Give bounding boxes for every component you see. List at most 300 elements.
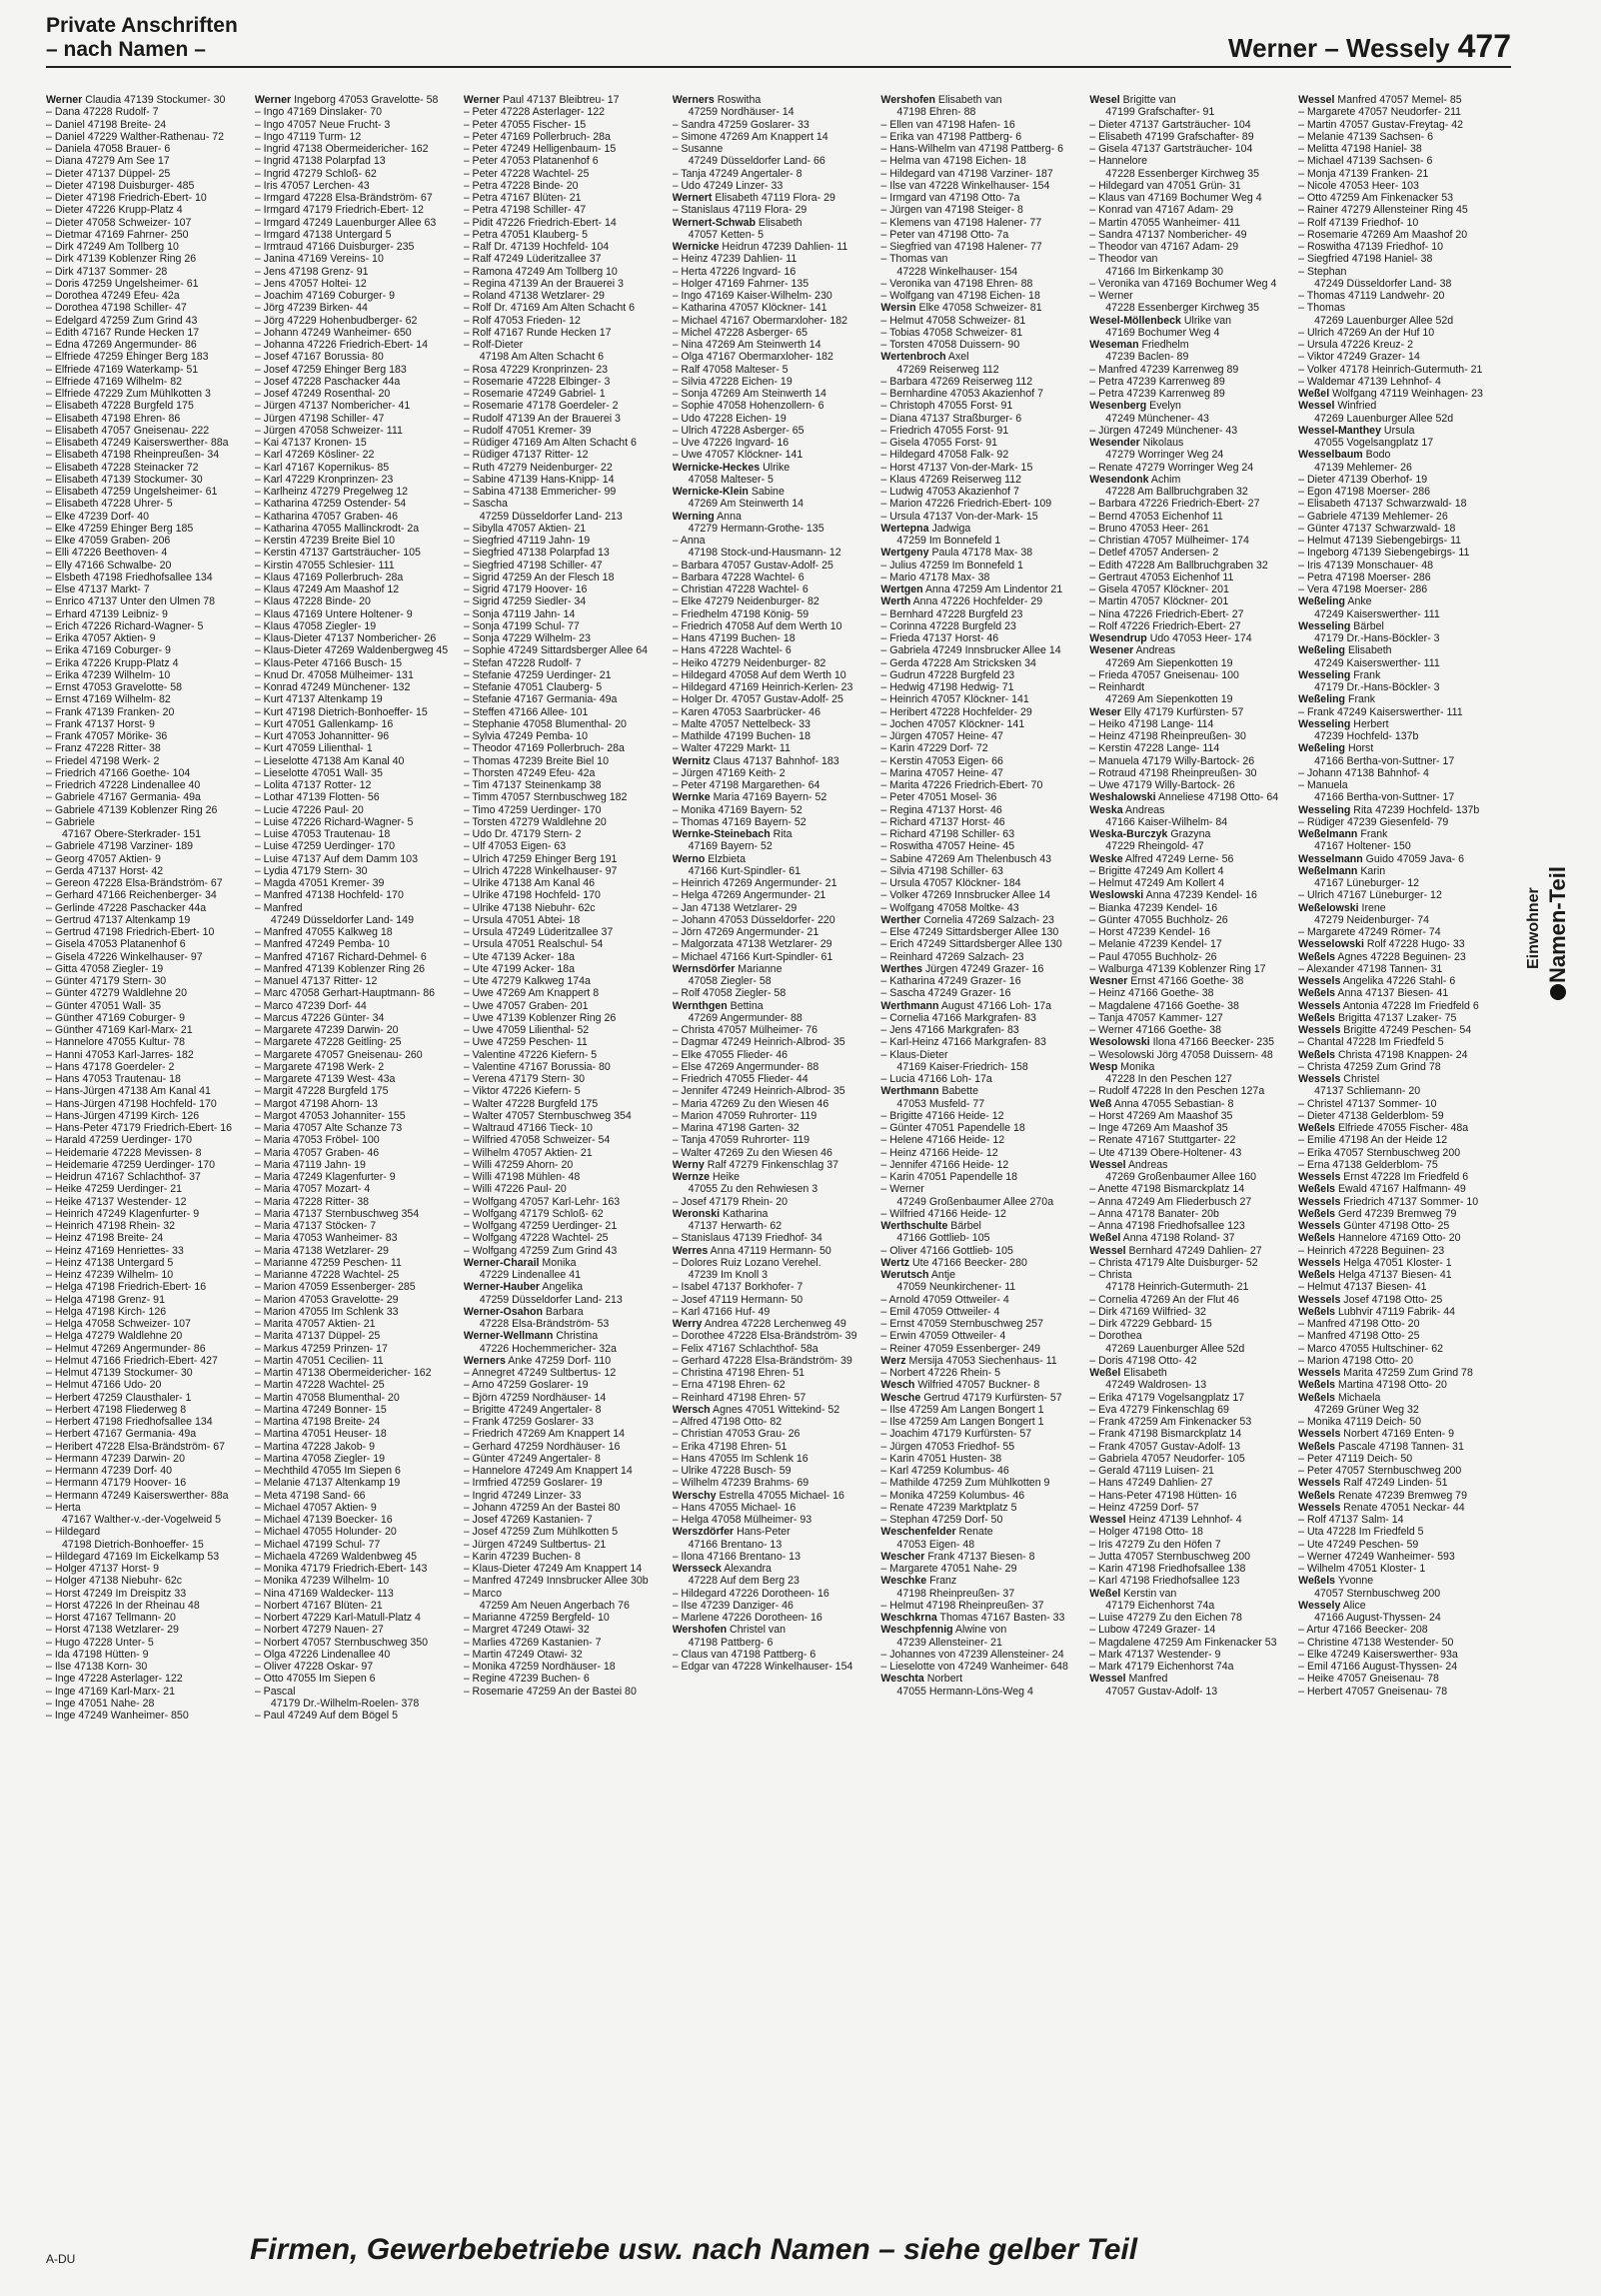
entry-text: – Udo 47249 Linzer- 33 [672, 179, 784, 192]
entry-text: – Norbert 47279 Nauen- 27 [254, 1624, 384, 1637]
surname: Wernitz [672, 754, 711, 767]
directory-entry [1298, 865, 1497, 877]
entry-text: 47228 Auf dem Berg 23 [688, 1575, 800, 1588]
directory-entry [255, 1404, 454, 1416]
entry-text: – Inge 47228 Asterlager- 122 [46, 1673, 183, 1686]
directory-entry [1298, 669, 1497, 681]
directory-entry [255, 1269, 454, 1281]
surname: Weßels [1298, 1440, 1336, 1453]
directory-entry [1089, 1085, 1288, 1097]
surname: Wesenberg [1089, 400, 1147, 413]
directory-entry [464, 767, 663, 779]
directory-entry [880, 1281, 1079, 1293]
entry-text: Antonia 47228 Im Friedfeld 6 [1340, 999, 1479, 1012]
surname: Werthschulte [880, 1220, 948, 1232]
entry-text: – Heiko 47198 Lange- 114 [1089, 717, 1214, 730]
entry-text: – Jennifer 47249 Heinrich-Albrod- 35 [672, 1085, 845, 1098]
entry-text: Nikolaus [1139, 437, 1184, 449]
directory-entry [255, 351, 454, 363]
entry-text: – Heinz 47166 Goethe- 38 [1089, 987, 1214, 1000]
surname: Wertenbroch [880, 351, 946, 364]
entry-text: – Uwe 47179 Willy-Bartock- 26 [1089, 779, 1235, 791]
entry-text: – Norbert 47167 Blüten- 21 [254, 1599, 383, 1612]
entry-text: – Elfriede 47229 Zum Mühlkotten 3 [46, 388, 211, 400]
directory-entry [880, 290, 1079, 302]
entry-text: – Jürgen 47057 Heine- 47 [880, 730, 1003, 742]
directory-entry [464, 1343, 663, 1355]
entry-text: 47166 Gottlieb- 105 [896, 1232, 990, 1245]
directory-entry [464, 657, 663, 669]
entry-text: 47279 Worringer Weg 24 [1105, 449, 1224, 462]
directory-entry [255, 1220, 454, 1232]
entry-text: – Manfred 47198 Otto- 25 [1298, 1330, 1420, 1343]
directory-entry [255, 302, 454, 314]
entry-text: – Daniel 47229 Walther-Rathenau- 72 [46, 130, 225, 143]
directory-entry [1089, 376, 1288, 388]
entry-text: – Erich 47249 Sittardsberger Allee 130 [880, 938, 1062, 951]
directory-entry [46, 1220, 245, 1232]
directory-entry [1089, 217, 1288, 229]
directory-entry [46, 706, 245, 718]
entry-text: – Doris 47259 Ungelsheimer- 61 [46, 277, 199, 290]
entry-text: Elisabeth van [934, 94, 1002, 106]
directory-entry [880, 1183, 1079, 1195]
directory-entry [46, 608, 245, 620]
directory-entry [1089, 1588, 1288, 1600]
entry-text: – Martina 47058 Ziegler- 19 [254, 1452, 385, 1465]
entry-text: – Emilie 47198 An der Heide 12 [1298, 1134, 1448, 1147]
directory-entry [673, 1318, 871, 1330]
entry-text: – Werner [880, 1183, 924, 1196]
entry-text: 47198 Dietrich-Bonhoeffer- 15 [62, 1538, 204, 1551]
entry-text: – Michael 47055 Holunder- 20 [254, 1526, 397, 1539]
directory-entry [255, 742, 454, 754]
directory-entry [1298, 1122, 1497, 1134]
directory-entry [255, 1379, 454, 1391]
entry-text: – Heinrich 47198 Rhein- 32 [46, 1220, 175, 1232]
entry-text: Renate 47051 Neckar- 44 [1340, 1501, 1465, 1514]
directory-entry [673, 1061, 871, 1073]
entry-text: – Kurt 47053 Johannitter- 96 [254, 730, 390, 742]
entry-text: – Stephan 47259 Dorf- 50 [880, 1514, 1003, 1526]
surname: Werutsch [880, 1269, 929, 1281]
entry-text: – Dorothee 47228 Elsa-Brändström- 39 [672, 1330, 857, 1343]
directory-entry [1089, 229, 1288, 241]
entry-text: 47269 Am Siepenkotten 19 [1105, 693, 1233, 706]
directory-entry [1298, 1318, 1497, 1330]
directory-entry [255, 1551, 454, 1563]
entry-text: – Jürgen 47058 Schweizer- 111 [254, 424, 403, 437]
entry-text: Michaela [1335, 1391, 1381, 1404]
directory-entry [1089, 1453, 1288, 1465]
directory-entry [46, 1049, 245, 1061]
directory-entry [255, 1000, 454, 1012]
directory-entry [464, 730, 663, 742]
entry-text: – Frank 47057 Gustav-Adolf- 13 [1089, 1440, 1241, 1453]
directory-entry [255, 877, 454, 889]
entry-text: – Bianka 47239 Kendel- 16 [1089, 901, 1218, 914]
entry-text: Guido 47059 Java- 6 [1362, 852, 1465, 865]
directory-entry [1089, 351, 1288, 363]
entry-text: – Arnold 47059 Ottweiler- 4 [880, 1293, 1009, 1306]
directory-entry [673, 474, 871, 486]
directory-entry [1089, 1355, 1288, 1367]
entry-text: 47053 Musfeld- 77 [896, 1097, 985, 1110]
directory-entry [46, 1294, 245, 1306]
directory-entry [46, 1171, 245, 1183]
directory-entry [880, 425, 1079, 437]
directory-entry [46, 1183, 245, 1195]
surname: Werther [880, 913, 921, 926]
directory-entry [46, 180, 245, 192]
surname: Werner [46, 94, 83, 106]
directory-entry [255, 926, 454, 938]
surname: Weßelowski [1298, 901, 1359, 914]
directory-entry [46, 1392, 245, 1404]
directory-entry [673, 1343, 871, 1355]
entry-text: – Marco 47239 Dorf- 44 [254, 999, 367, 1012]
directory-entry [1298, 1551, 1497, 1563]
directory-entry [46, 742, 245, 754]
directory-entry [255, 155, 454, 167]
entry-text: – Ramona 47249 Am Tollberg 10 [463, 265, 618, 278]
directory-entry [46, 119, 245, 131]
directory-entry [1089, 1379, 1288, 1391]
entry-text: – Melanie 47139 Sachsen- 6 [1298, 130, 1434, 143]
entry-text: – Melanie 47239 Kendel- 17 [1089, 938, 1222, 951]
directory-entry [673, 241, 871, 253]
surname: Weska-Burczyk [1089, 828, 1168, 840]
directory-entry [255, 693, 454, 705]
directory-entry [673, 1514, 871, 1526]
entry-text: – Eva 47279 Finkenschlag 69 [1089, 1403, 1229, 1416]
entry-text: Bärbel [947, 1220, 981, 1232]
entry-text: – Holger 47137 Horst- 9 [46, 1563, 160, 1575]
directory-entry [1298, 938, 1497, 950]
entry-text: Herbert [1350, 717, 1389, 730]
surname: Wersseck [672, 1563, 722, 1575]
entry-text: – Stefan 47228 Rudolf- 7 [463, 656, 582, 669]
directory-entry [1298, 351, 1497, 363]
entry-text: – Dieter 47198 Duisburger- 485 [46, 179, 195, 192]
entry-text: – Gerhard 47259 Nordhäuser- 16 [463, 1440, 621, 1453]
entry-text: – Heinz 47138 Untergard 5 [46, 1256, 174, 1269]
directory-entry [255, 1085, 454, 1097]
entry-text: – Willi 47226 Paul- 20 [463, 1183, 567, 1196]
entry-text: – Jürgen 47249 Sultbertus- 21 [463, 1538, 607, 1551]
directory-entry [255, 192, 454, 204]
entry-text: – Bruno 47053 Heer- 261 [1089, 522, 1209, 535]
directory-entry [464, 816, 663, 828]
entry-text: – Petra 47228 Binde- 20 [463, 179, 579, 192]
entry-text: – Sascha 47249 Grazer- 16 [880, 987, 1011, 1000]
entry-text: – Theodor van [1089, 253, 1158, 266]
directory-entry [46, 828, 245, 840]
directory-entry [255, 595, 454, 607]
entry-text: – Margarete 47057 Neudorfer- 211 [1298, 106, 1462, 119]
directory-entry [46, 914, 245, 926]
surname: Wertepna [880, 522, 929, 535]
entry-text: – Brigitte 47166 Heide- 12 [880, 1109, 1004, 1122]
directory-entry [1298, 706, 1497, 718]
entry-text: – Rosemarie 47249 Gabriel- 1 [463, 388, 606, 400]
directory-entry [464, 595, 663, 607]
directory-entry [464, 131, 663, 143]
entry-text: – Dieter 47226 Krupp-Platz 4 [46, 204, 183, 217]
entry-text: 47169 Bochumer Weg 4 [1105, 326, 1220, 339]
directory-entry [1298, 963, 1497, 975]
entry-text: Renate 47239 Bremweg 79 [1335, 1489, 1467, 1502]
entry-text: Manfred [1125, 1673, 1168, 1686]
directory-entry [673, 180, 871, 192]
directory-entry [673, 1257, 871, 1269]
directory-entry [464, 364, 663, 376]
entry-text: – Erika 47057 Sternbuschweg 200 [1298, 1146, 1461, 1159]
directory-entry [673, 229, 871, 241]
directory-entry [46, 1098, 245, 1110]
directory-entry [255, 327, 454, 339]
entry-text: Andrea 47228 Lerchenweg 49 [702, 1318, 846, 1330]
entry-text: – Karlheinz 47279 Pregelweg 12 [254, 486, 408, 498]
surname: Werners [463, 1354, 506, 1367]
directory-entry [1089, 327, 1288, 339]
directory-entry [46, 106, 245, 118]
directory-entry [46, 1269, 245, 1281]
entry-text: – Sabine 47269 Am Thelenbusch 43 [880, 852, 1052, 865]
directory-entry [1298, 547, 1497, 559]
directory-entry [46, 791, 245, 803]
entry-text: – Mathilde 47259 Zum Mühlkotten 9 [880, 1477, 1050, 1490]
directory-entry [1089, 1110, 1288, 1122]
directory-entry [673, 1085, 871, 1097]
entry-text: Bernhard 47249 Dahlien- 27 [1125, 1244, 1262, 1257]
directory-entry [464, 413, 663, 425]
directory-entry [880, 547, 1079, 559]
directory-entry [673, 94, 871, 106]
directory-entry [1298, 1392, 1497, 1404]
directory-entry [1298, 1649, 1497, 1661]
directory-entry [255, 1526, 454, 1538]
directory-entry [464, 608, 663, 620]
directory-entry [255, 474, 454, 486]
directory-entry [255, 339, 454, 351]
directory-entry [1298, 1294, 1497, 1306]
entry-text: Elke 47058 Schweizer- 81 [915, 302, 1042, 315]
directory-entry [673, 632, 871, 644]
directory-entry [464, 449, 663, 461]
entry-text: – Klaus van 47169 Bochumer Weg 4 [1089, 192, 1262, 204]
directory-entry [1089, 400, 1288, 412]
directory-entry [46, 1465, 245, 1477]
directory-entry [673, 1281, 871, 1293]
entry-text: Frank [1357, 828, 1388, 840]
entry-text: – Kurt 47137 Altenkamp 19 [254, 693, 383, 706]
directory-column [1089, 94, 1288, 2167]
directory-entry [880, 1110, 1079, 1122]
entry-text: – Ulrike 47198 Hochfeld- 170 [463, 889, 601, 902]
entry-text: Angelika 47226 Stahl- 6 [1340, 975, 1456, 987]
entry-text: – Wolfgang 47179 Schloß- 62 [463, 1207, 604, 1220]
entry-text: – Helmut 47269 Angermunder- 86 [46, 1342, 206, 1355]
directory-entry [46, 278, 245, 290]
directory-entry [673, 155, 871, 167]
directory-entry [46, 1526, 245, 1538]
directory-entry [1089, 498, 1288, 510]
directory-entry [46, 253, 245, 265]
directory-entry [673, 217, 871, 229]
entry-text: – Ingo 47169 Kaiser-Wilhelm- 230 [672, 290, 832, 302]
directory-entry [255, 449, 454, 461]
entry-text: Anna 47198 Roland- 37 [1120, 1232, 1235, 1245]
entry-text: 47167 Lüneburger- 12 [1314, 877, 1419, 889]
entry-text: – Alfred 47198 Otto- 82 [672, 1416, 783, 1428]
entry-text: Franz [926, 1575, 957, 1588]
entry-text: – Vera 47198 Moerser- 286 [1298, 583, 1428, 595]
entry-text: – Peter 47228 Wachtel- 25 [463, 167, 590, 180]
entry-text: – Lieselotte 47138 Am Kanal 40 [254, 754, 405, 767]
directory-entry [1089, 106, 1288, 118]
entry-text: – Elsbeth 47198 Friedhofsallee 134 [46, 571, 213, 583]
entry-text: – Ulrike 47138 Am Kanal 46 [463, 877, 596, 889]
directory-entry [880, 131, 1079, 143]
entry-text: Thomas 47167 Basten- 33 [936, 1612, 1065, 1624]
entry-text: – Nicole 47053 Heer- 103 [1298, 179, 1419, 192]
entry-text: – Diana 47137 Straßburger- 6 [880, 412, 1022, 425]
directory-entry [255, 1673, 454, 1685]
directory-entry [880, 253, 1079, 265]
directory-entry [673, 1600, 871, 1612]
entry-text: – Frank 47249 Kaiserswerther- 111 [1298, 705, 1463, 718]
directory-entry [1298, 1330, 1497, 1342]
directory-entry [880, 1612, 1079, 1624]
directory-entry [1089, 1061, 1288, 1073]
directory-entry [255, 1637, 454, 1649]
directory-entry [673, 425, 871, 437]
surname: Wessels [1298, 1501, 1341, 1514]
directory-entry [1089, 1649, 1288, 1661]
directory-entry [46, 840, 245, 852]
surname: Weschta [880, 1673, 924, 1686]
surname: Wessel [1089, 1244, 1126, 1257]
directory-entry [1089, 951, 1288, 963]
directory-entry [1089, 804, 1288, 816]
directory-entry [46, 413, 245, 425]
entry-text: – Stephanie 47058 Blumenthal- 20 [463, 717, 627, 730]
directory-entry [255, 1245, 454, 1257]
entry-text: – Dorothea 47249 Efeu- 42a [46, 290, 180, 302]
directory-entry [46, 767, 245, 779]
entry-text: 47228 Essenberger Kirchweg 35 [1105, 167, 1259, 180]
entry-text: – Sonja 47119 Jahn- 14 [463, 607, 576, 620]
bullet-icon [1550, 984, 1566, 1000]
entry-text: – Norbert 47226 Rhein- 5 [880, 1367, 1000, 1379]
directory-entry [673, 1330, 871, 1342]
directory-entry [464, 1490, 663, 1502]
directory-entry [880, 963, 1079, 975]
entry-text: – Thomas 47119 Landwehr- 20 [1298, 290, 1445, 302]
entry-text: – Frank 47057 Mörike- 36 [46, 730, 168, 742]
entry-text: – Johanna 47226 Friedrich-Ebert- 14 [254, 339, 428, 351]
directory-entry [255, 1159, 454, 1171]
entry-text: – Konrad 47249 Münchener- 132 [254, 681, 411, 693]
entry-text: 47057 Ketten- 5 [688, 228, 764, 241]
directory-entry [46, 1024, 245, 1036]
directory-entry [464, 828, 663, 840]
entry-text: Günter 47198 Otto- 25 [1340, 1220, 1450, 1232]
entry-text: – Josef 47167 Borussia- 80 [254, 351, 384, 364]
entry-text: – Manfred 47198 Otto- 20 [1298, 1318, 1420, 1330]
directory-entry [46, 486, 245, 498]
directory-entry [673, 1551, 871, 1563]
entry-text: – Brigitte 47249 Am Kollert 4 [1089, 864, 1224, 877]
directory-entry [1089, 1330, 1288, 1342]
directory-entry [464, 755, 663, 767]
entry-text: – Günter 47137 Schwarzwald- 18 [1298, 522, 1456, 535]
entry-text: 47169 Kaiser-Friedrich- 158 [896, 1060, 1028, 1073]
directory-entry [880, 1330, 1079, 1342]
directory-entry [673, 253, 871, 265]
directory-entry [46, 938, 245, 950]
directory-entry [46, 1404, 245, 1416]
entry-text: 47057 Sternbuschweg 200 [1314, 1587, 1441, 1600]
directory-entry [46, 1600, 245, 1612]
directory-entry [255, 1012, 454, 1024]
directory-entry [46, 755, 245, 767]
directory-entry [673, 1012, 871, 1024]
directory-entry [46, 669, 245, 681]
surname: Wessels [1298, 1428, 1341, 1441]
entry-text: – Martina 47198 Breite- 24 [254, 1416, 381, 1428]
entry-text: – Luise 47053 Trautenau- 18 [254, 828, 391, 840]
directory-entry [255, 865, 454, 877]
entry-text: – Steffen 47166 Allee- 101 [463, 705, 589, 718]
directory-entry [464, 1281, 663, 1293]
entry-text: – Sonja 47229 Wilhelm- 23 [463, 632, 591, 644]
entry-text: – Gabriele 47139 Mehlemer- 26 [1298, 510, 1448, 523]
entry-text: – Brigitte 47249 Angertaler- 8 [463, 1403, 602, 1416]
directory-entry [46, 1563, 245, 1575]
entry-text: – Michaela 47269 Waldenbweg 45 [254, 1550, 417, 1563]
entry-text: – Petra 47239 Karrenweg 89 [1089, 375, 1225, 388]
directory-entry [1089, 987, 1288, 999]
directory-entry [1298, 693, 1497, 705]
directory-entry [46, 1208, 245, 1220]
directory-entry [255, 1232, 454, 1244]
directory-entry [673, 192, 871, 204]
directory-entry [673, 987, 871, 999]
entry-text: Anna 47055 Sebastian- 8 [1111, 1097, 1234, 1110]
directory-entry [464, 1539, 663, 1551]
entry-text: – Alexander 47198 Tannen- 31 [1298, 962, 1443, 975]
entry-text: Marianne [735, 962, 783, 975]
entry-text: – Helga 47198 Grenz- 91 [46, 1293, 165, 1306]
entry-text: – Edith 47167 Runde Hecken 17 [46, 326, 200, 339]
surname: Wesener [1089, 644, 1134, 657]
entry-text: – Herbert 47198 Fliederweg 8 [46, 1403, 187, 1416]
directory-entry [464, 498, 663, 510]
directory-entry [46, 1012, 245, 1024]
entry-text: – Sigrid 47179 Hoover- 16 [463, 583, 588, 595]
directory-entry [464, 241, 663, 253]
directory-entry [255, 963, 454, 975]
directory-entry [673, 1416, 871, 1428]
entry-text: – Ute 47139 Obere-Holtener- 43 [1089, 1146, 1242, 1159]
entry-text: – Theodor 47169 Pollerbruch- 28a [463, 742, 625, 755]
entry-text: Norbert 47169 Enten- 9 [1340, 1428, 1455, 1441]
entry-text: – Peter 47053 Platanenhof 6 [463, 155, 599, 168]
surname: Weßeling [1298, 595, 1346, 608]
entry-text: – Sigrid 47259 Siedler- 34 [463, 595, 587, 608]
